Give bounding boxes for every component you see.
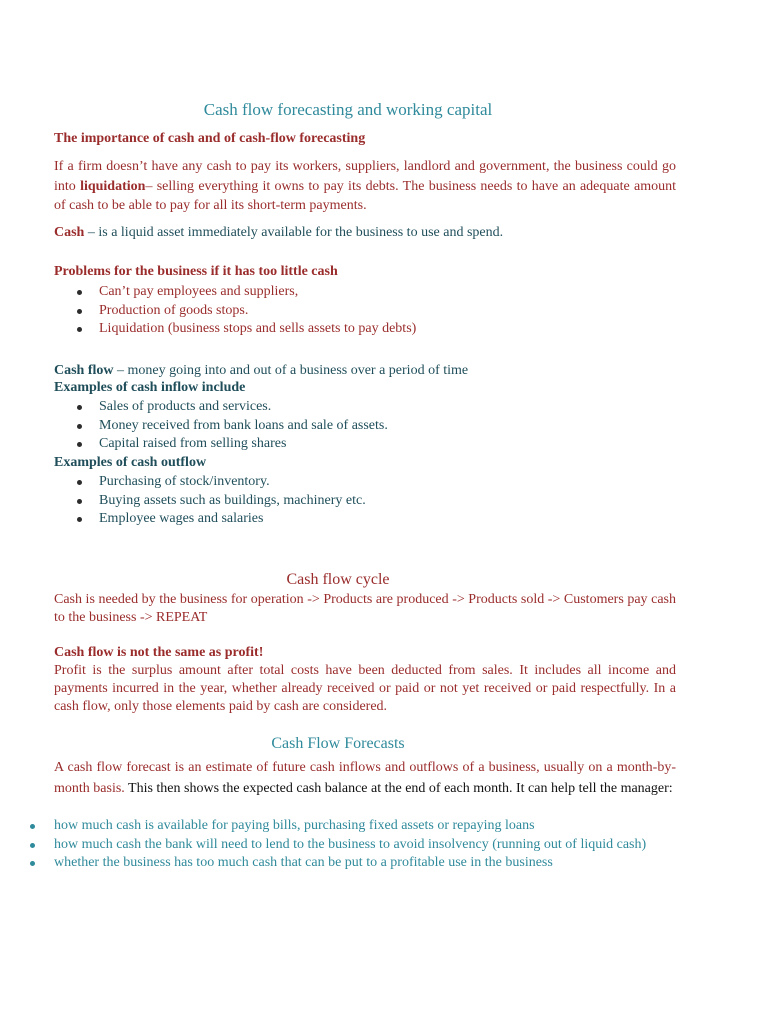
bullet-icon	[77, 480, 82, 485]
inflow-heading: Examples of cash inflow include	[54, 380, 246, 395]
problems-heading: Problems for the business if it has too little cash	[54, 264, 338, 279]
forecasts-intro-black: This then shows the expected cash balance at the end of each month. It can help tell the manager:	[124, 781, 673, 796]
cash-flow-cycle-heading: Cash flow cycle	[286, 571, 390, 588]
importance-paragraph	[54, 157, 676, 216]
list-item: Employee wages and salaries	[54, 510, 676, 529]
importance-heading: The importance of cash and of cash-flow forecasting	[54, 131, 366, 146]
list-item: how much cash is available for paying bills, purchasing fixed assets or repaying loans	[24, 817, 676, 836]
cash-flow-cycle-text: Cash is needed by the business for operation -> Products are produced -> Products sold -> Customers pay cash to the business -> REPEAT	[54, 592, 676, 625]
list-item: Capital raised from selling shares	[54, 435, 676, 454]
document-title: Cash flow forecasting and working capital	[203, 100, 493, 119]
list-item: Liquidation (business stops and sells assets to pay debts)	[54, 320, 676, 339]
forecasts-intro	[54, 757, 676, 799]
list-item: whether the business has too much cash that can be put to a profitable use in the business	[24, 854, 676, 873]
list-item: Money received from bank loans and sale of assets.	[54, 417, 676, 436]
bullet-icon	[30, 843, 35, 848]
bullet-icon	[77, 442, 82, 447]
bullet-icon	[77, 424, 82, 429]
inflow-list	[54, 398, 676, 454]
liquidation-term: liquidation	[80, 178, 146, 194]
forecasts-list	[24, 817, 676, 873]
list-item: Buying assets such as buildings, machinery etc.	[54, 492, 676, 511]
outflow-heading: Examples of cash outflow	[54, 455, 207, 470]
cash-definition	[54, 223, 676, 243]
list-item: how much cash the bank will need to lend to the business to avoid insolvency (running out of liquid cash)	[24, 836, 676, 855]
bullet-icon	[30, 861, 35, 866]
list-item: Production of goods stops.	[54, 302, 676, 321]
problems-list	[54, 283, 676, 339]
profit-text: Profit is the surplus amount after total costs have been deducted from sales. It includes all income and payments incurred in the year, whether already received or paid or not yet received or paid respectfully. In a cash flow, only those elements paid by cash are considered.	[54, 663, 676, 714]
bullet-icon	[77, 517, 82, 522]
cash-flow-definition	[54, 362, 676, 380]
bullet-icon	[77, 327, 82, 332]
forecasts-intro-colored: A cash flow forecast is an estimate of future cash inflows and outflows of a business, usually on a month-by-month basis.	[54, 760, 676, 796]
bullet-icon	[77, 309, 82, 314]
bullet-icon	[77, 499, 82, 504]
list-item: Purchasing of stock/inventory.	[54, 473, 676, 492]
importance-text-1: If a firm doesn’t have any cash to pay its workers, suppliers, landlord and government, the business could go into	[54, 159, 676, 194]
list-item: Sales of products and services.	[54, 398, 676, 417]
profit-heading: Cash flow is not the same as profit!	[54, 645, 264, 660]
cash-flow-forecasts-heading: Cash Flow Forecasts	[271, 735, 405, 752]
list-item: Can’t pay employees and suppliers,	[54, 283, 676, 302]
outflow-list	[54, 473, 676, 529]
bullet-icon	[77, 290, 82, 295]
cash-term: Cash	[54, 225, 85, 240]
bullet-icon	[30, 824, 35, 829]
cash-definition-text: – is a liquid asset immediately available for the business to use and spend.	[84, 225, 504, 240]
bullet-icon	[77, 405, 82, 410]
cash-flow-definition-text: – money going into and out of a business over a period of time	[113, 363, 469, 378]
cash-flow-term: Cash flow	[54, 363, 114, 378]
importance-text-2: – selling everything it owns to pay its debts. The business needs to have an adequate amount of cash to be able to pay for all its short-term payments.	[54, 178, 676, 213]
